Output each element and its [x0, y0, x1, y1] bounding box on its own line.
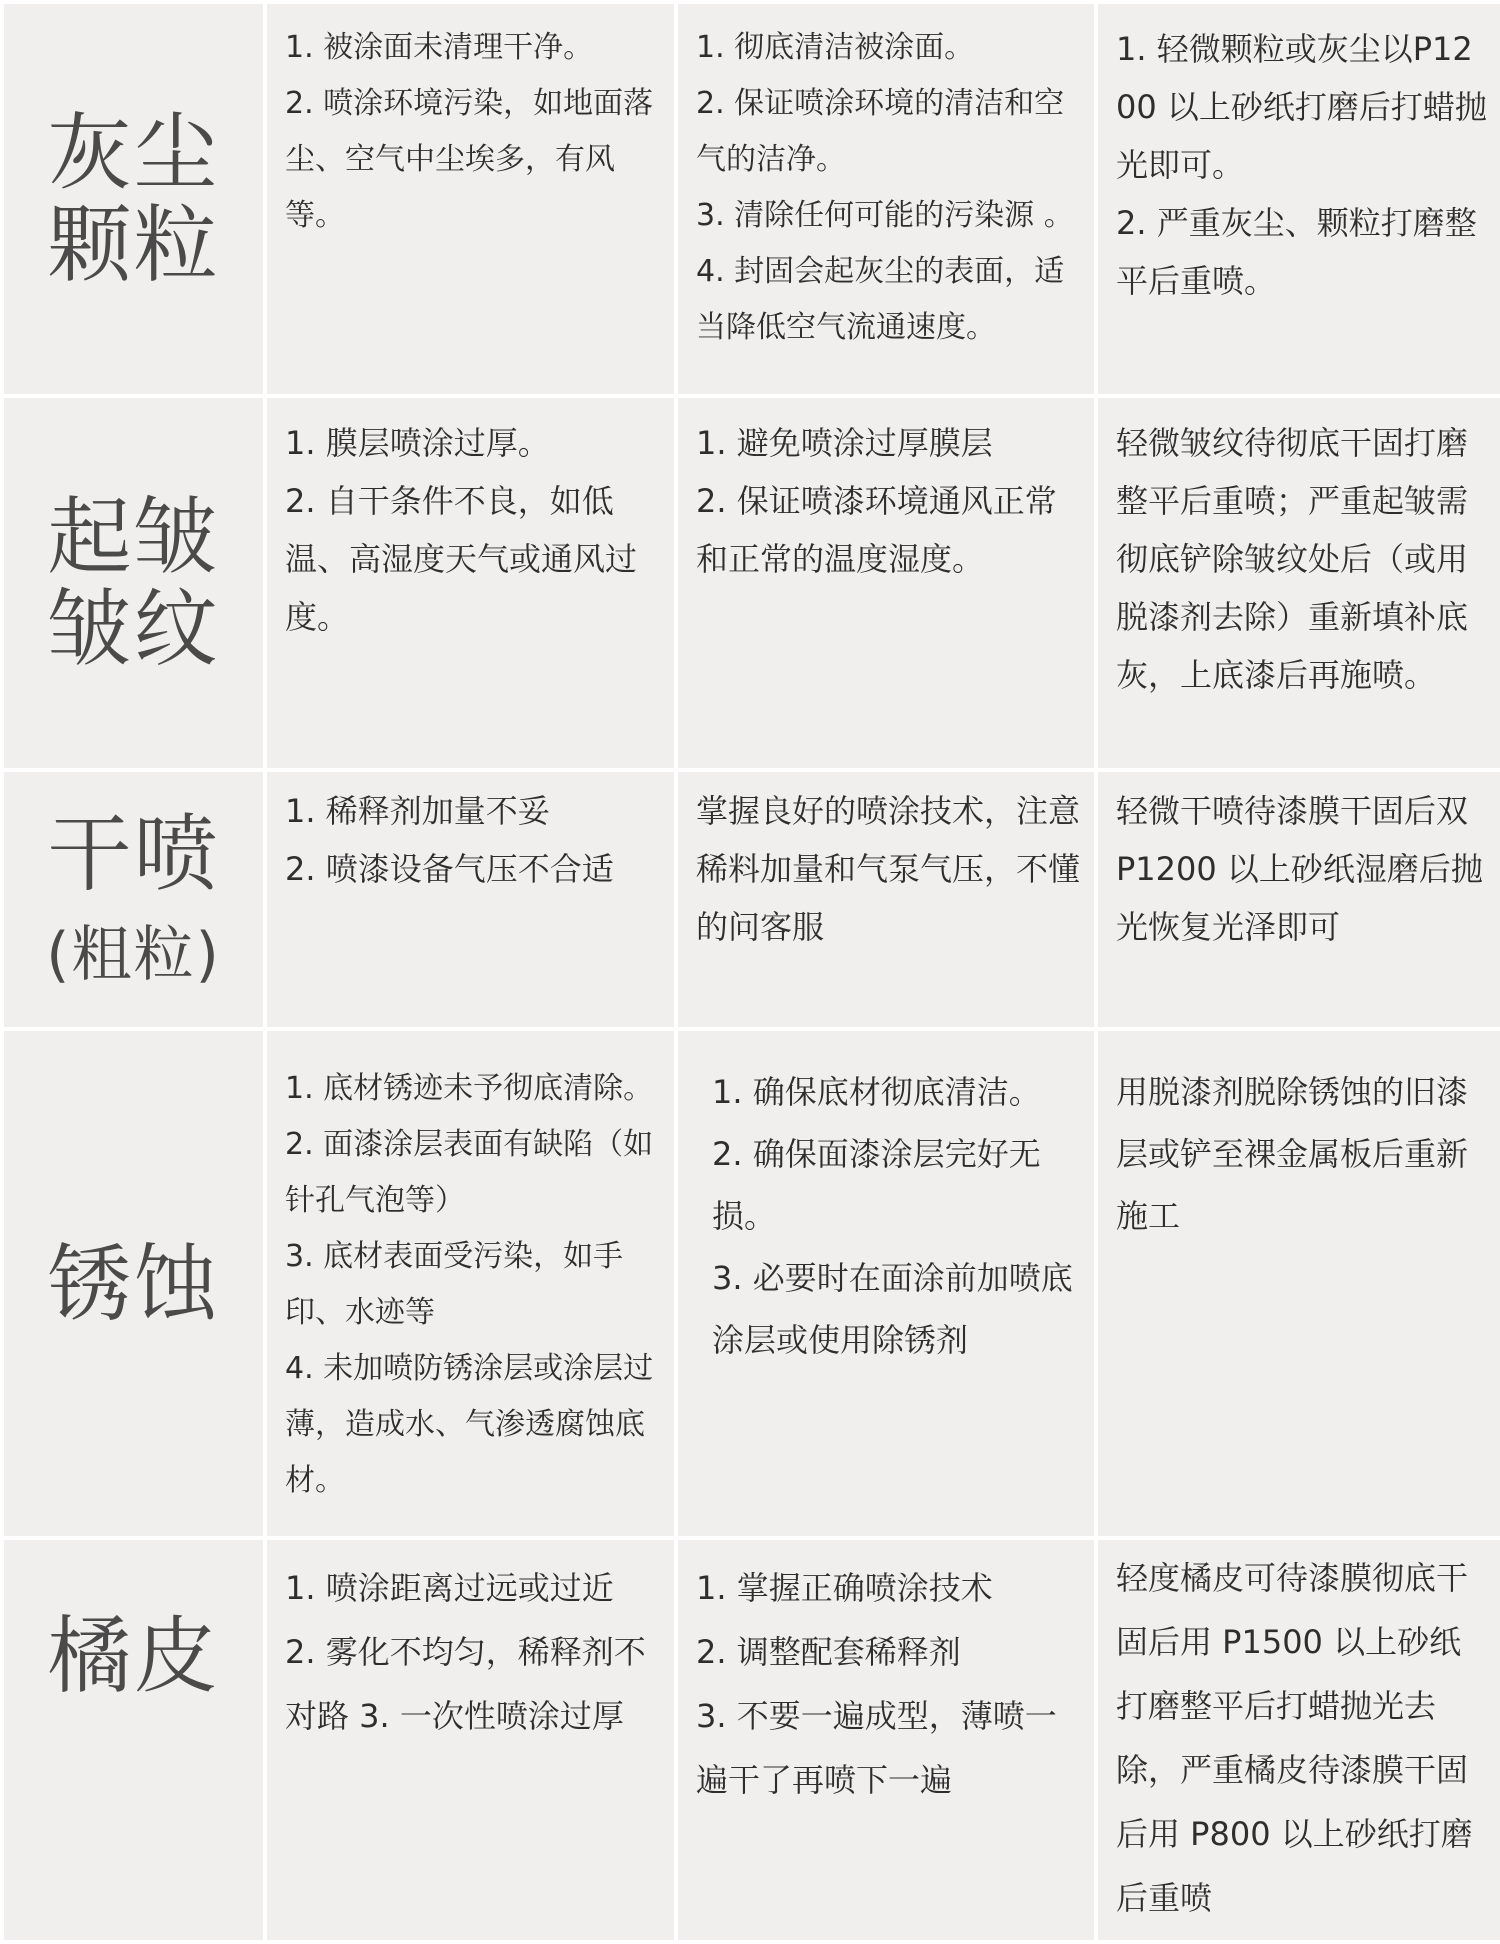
- defect-name-cell: [4, 4, 263, 394]
- prevention-text: 1. 确保底材彻底清洁。 2. 确保面漆涂层完好无损。 3. 必要时在面涂前加喷底涂层或使用除锈剂: [712, 1073, 1073, 1359]
- solution-text: 1. 轻微颗粒或灰尘以P1200 以上砂纸打磨后打蜡抛光即可。 2. 严重灰尘、颗粒打磨整平后重喷。: [1116, 30, 1487, 300]
- solution-cell: [1098, 4, 1500, 394]
- defect-name-cell: [4, 398, 263, 768]
- prevention-text: 掌握良好的喷涂技术，注意稀料加量和气泵气压，不懂的问客服: [696, 792, 1081, 946]
- prevention-text: 1. 避免喷涂过厚膜层 2. 保证喷漆环境通风正常和正常的温度湿度。: [696, 424, 1057, 578]
- defect-name: 锈蚀: [47, 1234, 220, 1333]
- cause-cell: [267, 4, 674, 394]
- table-row: [4, 772, 1500, 1027]
- prevention-cell: [678, 1031, 1094, 1536]
- defect-name: 橘皮: [47, 1607, 220, 1705]
- solution-text: 轻微皱纹待彻底干固打磨整平后重喷；严重起皱需彻底铲除皱纹处后（或用脱漆剂去除）重新填补底灰，上底漆后再施喷。: [1116, 424, 1469, 694]
- defect-name: [4, 804, 263, 992]
- solution-cell: [1098, 772, 1500, 1027]
- cause-text: 1. 膜层喷涂过厚。 2. 自干条件不良，如低温、高湿度天气或通风过度。: [285, 424, 638, 636]
- cause-cell: [267, 1031, 674, 1536]
- solution-text: 轻度橘皮可待漆膜彻底干固后用 P1500 以上砂纸打磨整平后打蜡抛光去除，严重橘皮待漆膜干固后用 P800 以上砂纸打磨后重喷: [1116, 1559, 1473, 1917]
- prevention-cell: [678, 398, 1094, 768]
- cause-cell: [267, 772, 674, 1027]
- prevention-text: 1. 掌握正确喷涂技术 2. 调整配套稀释剂 3. 不要一遍成型，薄喷一遍干了再喷下一遍: [696, 1569, 1057, 1799]
- defect-name: 灰尘 颗粒: [47, 104, 220, 294]
- cause-cell: [267, 398, 674, 768]
- solution-text: 轻微干喷待漆膜干固后双 P1200 以上砂纸湿磨后抛光恢复光泽即可: [1116, 792, 1483, 946]
- cause-text: 1. 喷涂距离过远或过近 2. 雾化不均匀，稀释剂不对路 3. 一次性喷涂过厚: [285, 1569, 646, 1735]
- defect-name-cell: [4, 772, 263, 1027]
- cause-cell: [267, 1540, 674, 1940]
- prevention-cell: [678, 1540, 1094, 1940]
- prevention-text: 1. 彻底清洁被涂面。 2. 保证喷涂环境的清洁和空气的洁净。 3. 清除任何可能的污染源 。 4. 封固会起灰尘的表面，适当降低空气流通速度。: [696, 30, 1074, 345]
- solution-cell: [1098, 398, 1500, 768]
- solution-cell: [1098, 1031, 1500, 1536]
- prevention-cell: [678, 772, 1094, 1027]
- defect-name-cell: [4, 1540, 263, 1940]
- defect-name-cell: [4, 1031, 263, 1536]
- solution-cell: [1098, 1540, 1500, 1940]
- defect-name-main: 干喷: [47, 804, 220, 903]
- table-row: [4, 1540, 1500, 1940]
- cause-text: 1. 被涂面未清理干净。 2. 喷涂环境污染，如地面落尘、空气中尘埃多，有风等。: [285, 30, 654, 233]
- defect-name: 起皱 皱纹: [47, 488, 220, 678]
- table-row: [4, 398, 1500, 768]
- prevention-cell: [678, 4, 1094, 394]
- cause-text: 1. 底材锈迹未予彻底清除。 2. 面漆涂层表面有缺陷（如针孔气泡等） 3. 底材表面受污染，如手印、水迹等 4. 未加喷防锈涂层或涂层过薄，造成水、气渗透腐蚀底材。: [285, 1071, 654, 1498]
- cause-text: 1. 稀释剂加量不妥 2. 喷漆设备气压不合适: [285, 792, 614, 888]
- table-row: [4, 4, 1500, 394]
- solution-text: 用脱漆剂脱除锈蚀的旧漆层或铲至裸金属板后重新施工: [1116, 1073, 1469, 1235]
- table-row: [4, 1031, 1500, 1536]
- defect-name-sub: (粗粒): [46, 919, 221, 990]
